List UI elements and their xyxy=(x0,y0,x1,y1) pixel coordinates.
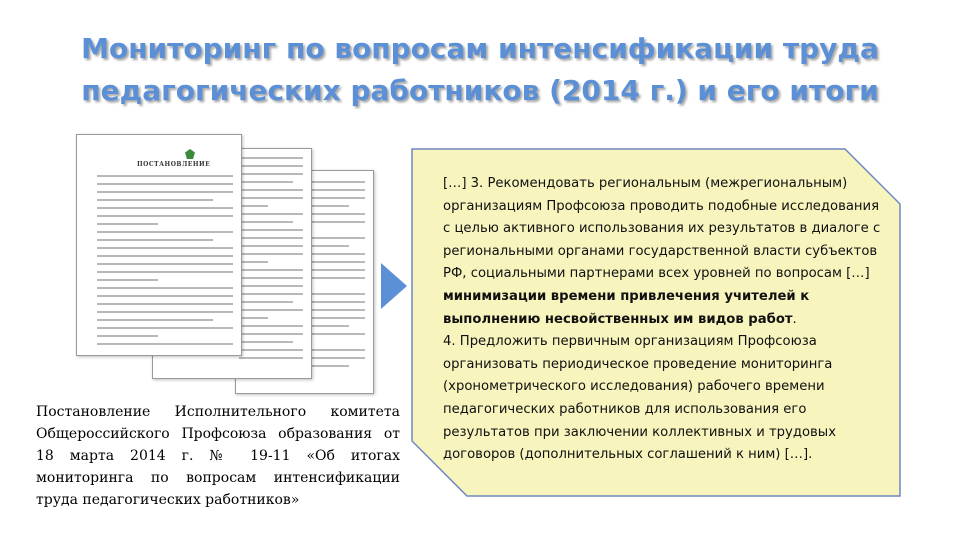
document-text-line xyxy=(97,271,233,273)
document-text-line xyxy=(239,157,303,159)
document-heading: ПОСТАНОВЛЕНИЕ xyxy=(137,161,211,168)
document-text-line xyxy=(97,215,233,217)
document-text-line xyxy=(97,343,233,345)
document-text-line xyxy=(239,245,303,247)
document-text-line xyxy=(97,239,213,241)
document-text-line xyxy=(97,263,233,265)
note-p1-end: . xyxy=(792,311,797,327)
slide-title-line-2: педагогических работников (2014 г.) и его итоги xyxy=(81,74,879,107)
document-text-line xyxy=(97,287,233,289)
note-paragraph-4: 4. Предложить первичным организациям Профсоюза организовать периодическое проведение мониторинга (хронометрического исследования) рабочего времени педагогических работников для использования его результатов при заключении коллективных и трудовых договоров (дополнительных соглашений к ним) […]. xyxy=(443,334,837,463)
document-text-line xyxy=(239,229,303,231)
document-text-line xyxy=(97,191,233,193)
note-p1-text: […] 3. Рекомендовать региональным (межрегиональным) организациям Профсоюза проводить подобные исследования с целью активного использования их результатов в диалоге с региональными органами государственной власти субъектов РФ, социальными партнерами всех уровней по вопросам […] xyxy=(443,176,881,282)
document-text-line xyxy=(97,175,233,177)
document-text-line xyxy=(239,165,303,167)
document-text-line xyxy=(97,335,158,337)
document-text-line xyxy=(97,295,233,297)
slide-title xyxy=(0,28,960,112)
document-text-line xyxy=(97,183,233,185)
document-text-line xyxy=(97,303,233,305)
document-text-line xyxy=(239,285,303,287)
document-text-line xyxy=(97,255,233,257)
document-text-line xyxy=(239,173,303,175)
document-text-line xyxy=(239,253,303,255)
document-text-line xyxy=(239,189,303,191)
document-text-line xyxy=(97,223,158,225)
document-text-line xyxy=(239,333,303,335)
document-text-line xyxy=(239,213,303,215)
slide-title-line-1: Мониторинг по вопросам интенсификации труда xyxy=(81,32,879,65)
document-text-line xyxy=(239,293,303,295)
document-text-line xyxy=(97,199,213,201)
document-text-line xyxy=(239,269,303,271)
document-text-line xyxy=(97,327,233,329)
document-caption: Постановление Исполнительного комитета Общероссийского Профсоюза образования от 18 марта 2014 г. № 19-11 «Об итогах мониторинга по вопросам интенсификации труда педагогических работников» xyxy=(36,404,400,508)
document-text-line xyxy=(239,309,303,311)
document-text-line xyxy=(239,301,293,303)
document-text-line xyxy=(239,317,268,319)
document-text-line xyxy=(97,279,158,281)
note-text xyxy=(443,173,889,467)
document-page-1 xyxy=(76,134,242,356)
document-text-line xyxy=(239,261,268,263)
document-text-line xyxy=(97,247,233,249)
document-text-line xyxy=(97,319,213,321)
document-text-line xyxy=(239,205,268,207)
document-text-line xyxy=(239,349,303,351)
document-text-line xyxy=(239,237,303,239)
note-paragraph-3 xyxy=(443,173,889,331)
document-text-line xyxy=(239,197,303,199)
document-text-line xyxy=(239,181,293,183)
document-text-line xyxy=(239,357,303,359)
document-text-line xyxy=(97,311,233,313)
emblem-icon xyxy=(185,149,195,159)
document-text-line xyxy=(239,277,303,279)
note-p1-bold: минимизации времени привлечения учителей к выполнению несвойственных им видов работ xyxy=(443,288,810,327)
quote-note xyxy=(411,148,901,497)
document-text-line xyxy=(239,341,293,343)
document-text-line xyxy=(239,221,293,223)
arrow-right-icon xyxy=(381,263,407,309)
document-preview-stack xyxy=(70,130,380,390)
document-text-line xyxy=(97,231,233,233)
document-text-line xyxy=(239,325,303,327)
document-text-line xyxy=(97,207,233,209)
